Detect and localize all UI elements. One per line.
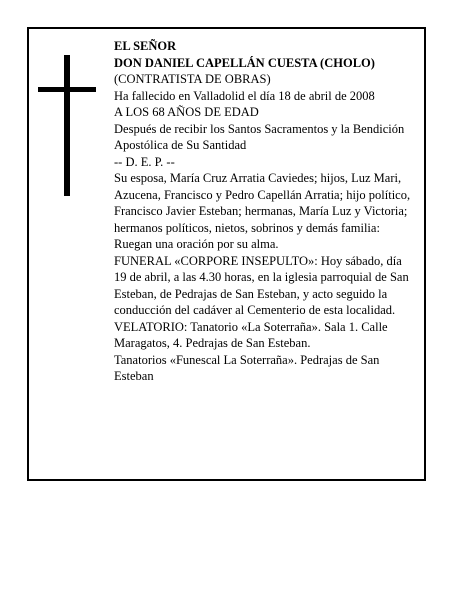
wake-info: VELATORIO: Tanatorio «La Soterraña». Sala 1. Calle Maragatos, 4. Pedrajas de San Esteban. [114, 319, 388, 350]
cross-vertical-bar [64, 55, 70, 196]
notice-title: EL SEÑOR [114, 39, 177, 53]
age: A LOS 68 AÑOS DE EDAD [114, 105, 259, 119]
prayer: Ruegan una oración por su alma. [114, 237, 279, 251]
death-info: Ha fallecido en Valladolid el día 18 de abril de 2008 [114, 88, 375, 103]
funeral-info: FUNERAL «CORPORE INSEPULTO»: Hoy sábado, día 19 de abril, a las 4.30 horas, en la iglesia parroquial de San Esteban, de Pedrajas de San Esteban, y acto seguido la conducción del cadáver al Cementerio de esta localidad. [114, 253, 409, 317]
rip: -- D. E. P. -- [114, 154, 175, 169]
occupation: (CONTRATISTA DE OBRAS) [114, 72, 271, 86]
sacraments: Después de recibir los Santos Sacramentos y la Bendición Apostólica de Su Santidad [114, 121, 405, 152]
cross-icon [38, 55, 96, 196]
cross-horizontal-bar [38, 87, 96, 92]
notice-text [114, 38, 414, 385]
deceased-name: DON DANIEL CAPELLÁN CUESTA (CHOLO) [114, 55, 375, 70]
family: Su esposa, María Cruz Arratia Caviedes; hijos, Luz Mari, Azucena, Francisco y Pedro Capellán Arratia; hijo político, Francisco Javier Esteban; hermanas, María Luz y Victoria; hermanos políticos, nietos, sobrinos y demás familia: [114, 171, 411, 235]
funeral-home: Tanatorios «Funescal La Soterraña». Pedrajas de San Esteban [114, 352, 380, 383]
